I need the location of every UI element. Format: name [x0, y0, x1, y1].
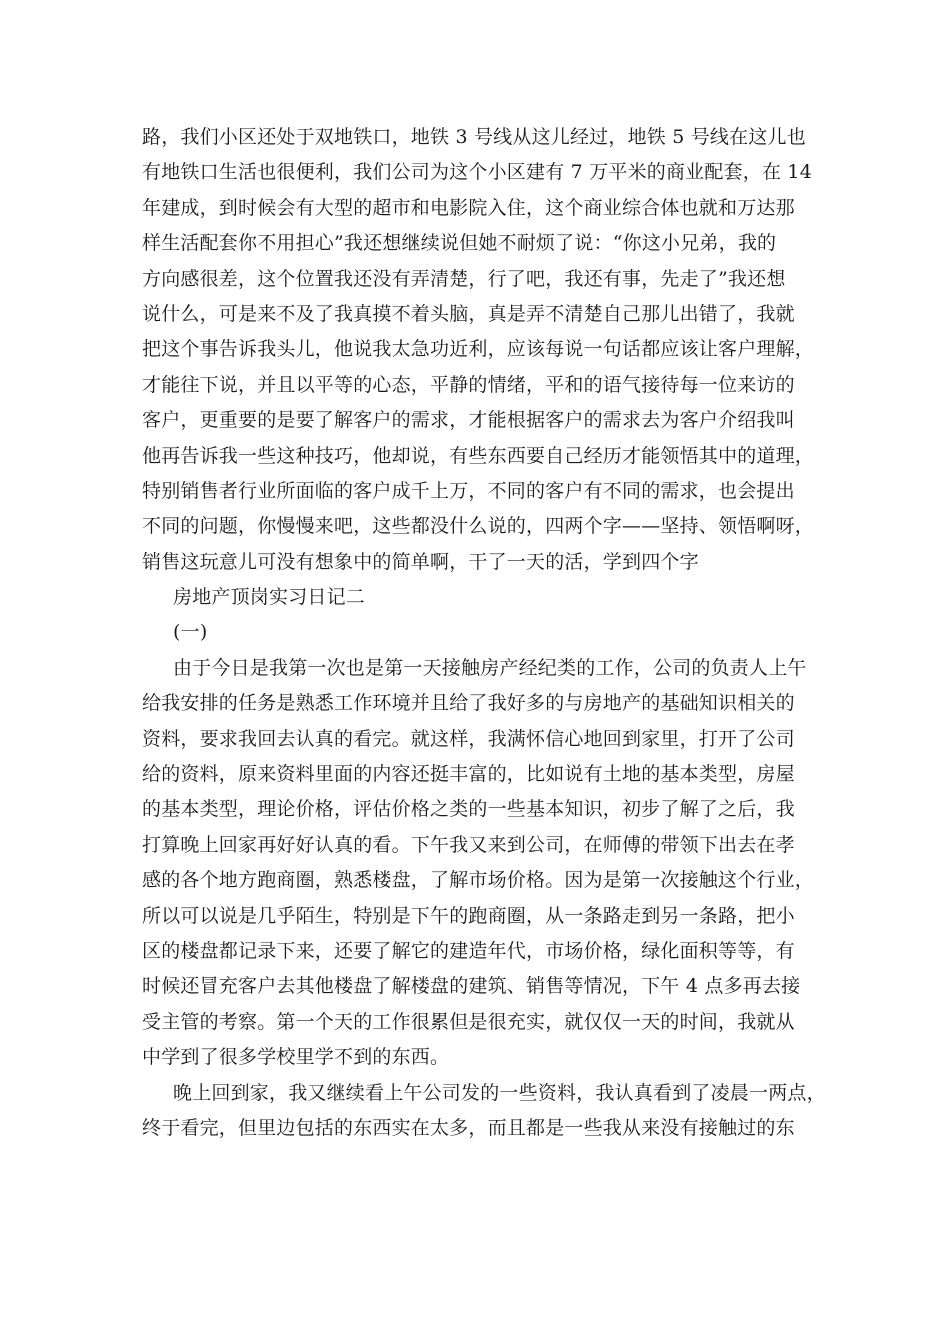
text-line: 有地铁口生活也很便利，我们公司为这个小区建有 7 万平米的商业配套，在 14: [142, 161, 812, 184]
text-line: 中学到了很多学校里学不到的东西。: [142, 1046, 450, 1069]
text-line: 说什么，可是来不及了我真摸不着头脑，真是弄不清楚自己那儿出错了，我就: [142, 302, 795, 325]
text-line: 把这个事告诉我头儿，他说我太急功近利，应该每说一句话都应该让客户理解，: [142, 338, 815, 361]
text-line: 受主管的考察。第一个天的工作很累但是很充实，就仅仅一天的时间，我就从: [142, 1010, 795, 1033]
text-line: 打算晚上回家再好好认真的看。下午我又来到公司，在师傅的带领下出去在孝: [142, 833, 795, 856]
text-line: 方向感很差，这个位置我还没有弄清楚，行了吧，我还有事，先走了”我还想: [142, 267, 786, 290]
text-line: 资料，要求我回去认真的看完。就这样，我满怀信心地回到家里，打开了公司: [142, 727, 795, 750]
text-line: 感的各个地方跑商圈，熟悉楼盘，了解市场价格。因为是第一次接触这个行业，: [142, 869, 815, 892]
text-line: 终于看完，但里边包括的东西实在太多，而且都是一些我从来没有接触过的东: [142, 1116, 795, 1139]
text-line: 的基本类型，理论价格，评估价格之类的一些基本知识，初步了解了之后，我: [142, 798, 795, 821]
text-line: 房地产顶岗实习日记二: [173, 586, 366, 609]
text-line: 给的资料，原来资料里面的内容还挺丰富的，比如说有土地的基本类型，房屋: [142, 763, 795, 786]
text-line: 样生活配套你不用担心”我还想继续说但她不耐烦了说：“你这小兄弟，我的: [142, 232, 777, 255]
text-line: 客户，更重要的是要了解客户的需求，才能根据客户的需求去为客户介绍我叫: [142, 409, 795, 432]
text-line: 给我安排的任务是熟悉工作环境并且给了我好多的与房地产的基础知识相关的: [142, 692, 795, 715]
text-line: 由于今日是我第一次也是第一天接触房产经纪类的工作，公司的负责人上午: [173, 656, 807, 679]
text-line: 区的楼盘都记录下来，还要了解它的建造年代，市场价格，绿化面积等等，有: [142, 939, 795, 962]
text-line: 年建成，到时候会有大型的超市和电影院入住，这个商业综合体也就和万达那: [142, 196, 795, 219]
text-line: 路，我们小区还处于双地铁口，地铁 3 号线从这儿经过，地铁 5 号线在这儿也: [142, 126, 806, 148]
text-line: 晚上回到家，我又继续看上午公司发的一些资料，我认真看到了凌晨一两点，: [173, 1081, 826, 1104]
text-line: (一): [173, 621, 208, 644]
document-body: [142, 120, 832, 1146]
text-line: 才能往下说，并且以平等的心态，平静的情绪，平和的语气接待每一位来访的: [142, 373, 795, 396]
text-line: 销售这玩意儿可没有想象中的简单啊，干了一天的活，学到四个字: [142, 550, 699, 573]
text-line: 特别销售者行业所面临的客户成千上万，不同的客户有不同的需求，也会提出: [142, 479, 795, 502]
text-line: 所以可以说是几乎陌生，特别是下午的跑商圈，从一条路走到另一条路，把小: [142, 904, 795, 927]
text-line: 他再告诉我一些这种技巧，他却说，有些东西要自己经历才能领悟其中的道理，: [142, 444, 815, 467]
text-line: 时候还冒充客户去其他楼盘了解楼盘的建筑、销售等情况，下午 4 点多再去接: [142, 975, 801, 998]
text-line: 不同的问题，你慢慢来吧，这些都没什么说的，四两个字——坚持、领悟啊呀，: [142, 515, 815, 538]
